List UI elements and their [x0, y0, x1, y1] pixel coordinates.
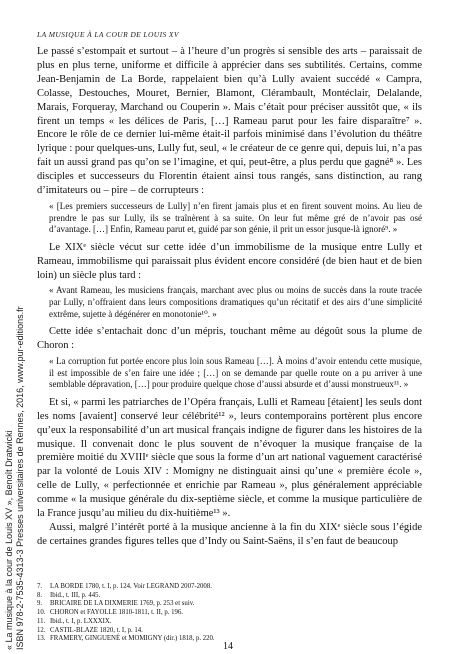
footnote-number: 10. — [37, 609, 46, 617]
page-number: 14 — [223, 641, 233, 652]
paragraph: Aussi, malgré l’intérêt porté à la musique ancienne à la fin du XIXᵉ siècle sous l’égide de certaines grandes figures telles que d’Indy ou Saint-Saëns, il s’en faut de beaucoup — [37, 522, 422, 547]
footnote-text: LA BORDE 1780, t. I, p. 124. Voir LEGRAND 2007-2008. — [50, 583, 212, 590]
footnote — [37, 627, 417, 636]
block-quote: « La corruption fut portée encore plus loin sous Rameau […]. À moins d’avoir entendu cette musique, il est impossible de s’en faire une idée ; […] on se demande par quelle route on a pu arriver à une semblable dépravation, […] pour produire quelque chose d’aussi absurde et d’aussi monstrueux¹¹. » — [49, 356, 422, 390]
footnote — [37, 583, 417, 592]
footnote — [37, 592, 417, 601]
paragraph: Le XIXᵉ siècle vécut sur cette idée d’un immobilisme de la musique entre Lully et Rameau, immobilisme qui paraissait plus évident encore considéré (de bien haut et de bien loin) un siècle plus tard : — [37, 241, 422, 281]
footnote-number: 7. — [37, 583, 43, 590]
block-quote: « Avant Rameau, les musiciens français, marchant avec plus ou moins de succès dans la route tracée par Lully, n’offraient dans leurs compositions dramatiques qu’un récitatif et des airs d’une simplicité extrême, sujette à dégénérer en monotonie¹⁰. » — [49, 285, 422, 319]
paragraph: Et si, « parmi les patriarches de l’Opéra français, Lulli et Rameau [étaient] les seuls dont les noms [avaient] conservé leur célébrité¹² », leurs contemporains portèrent plus encore qu’eux la responsabilité d’un art musical français indigne de figurer dans les histoires de la musique. Il convenait donc le plus souvent de n’évoquer la musique française de la première moitié du XVIIIᵉ siècle que sous la forme d’un art national vaguement caractérisé par la volonté de Louis XIV : Momigny ne distinguait ainsi qu’une « première école », celle de Lully, « perfectionnée et enrichie par Rameau », plus généralement appréciable comme « la musique générale du dix-septième siècle, et comme la musique particulière de la France jusqu’au milieu du dix-huitième¹³ ». — [37, 396, 422, 520]
footnote-text: CASTIL-BLAZE 1820, t. I, p. 14. — [50, 626, 143, 634]
footnote-number: 12. — [37, 626, 46, 634]
side-note-line: « La musique à la cour de Louis XV », Benoît Dratwicki — [4, 430, 14, 650]
footnote-number: 13. — [37, 635, 46, 643]
body-text — [37, 45, 422, 549]
footnote — [37, 609, 417, 618]
footnote-text: BRICAIRE DE LA DIXMERIE 1769, p. 253 et suiv. — [50, 600, 195, 608]
paragraph: Cette idée s’entachait donc d’un mépris, touchant même au dégoût sous la plume de Choron : — [37, 326, 422, 352]
footnote-text: FRAMERY, GINGUENÉ et MOMIGNY (dir.) 1818, p. 220. — [50, 635, 215, 643]
publisher-side-note — [4, 10, 26, 650]
paragraph: Le passé s’estompait et surtout – à l’heure d’un progrès si sensible des arts – paraissait de plus en plus terne, uniforme et difficile à apprécier dans ses subtilités. Certains, comme Jean-Benjamin de La Borde, rappelaient bien qu’à Lully avaient succédé « Campra, Colasse, Destouches, Mouret, Bernier, Blamont, Clérambault, Montéclair, Delalande, Marais, Forqueray, Marchand ou Couperin ». Mais c’était pour préciser aussitôt que, « ils firent un temps « les délices de Paris, […] Rameau parut pour les faire disparaître⁷ ». Encore le rôle de ce dernier lui-même était-il parfois minimisé dans l’évolution du théâtre lyrique : pour quelques-uns, Lully fut, seul, « le créateur de ce genre qui, depuis lui, n’a pas fait un aussi grand pas qu’on se l’imagine, et qui, peut-être, a plus perdu que gagné⁸ ». Les disciples et successeurs du Florentin étaient ainsi tous rangés, sans distinction, au rang d’imitateurs ou – pire – de corrupteurs : — [37, 46, 422, 197]
footnote-text: Ibid., t. III, p. 445. — [50, 591, 101, 599]
footnote-number: 9. — [37, 600, 43, 608]
side-note-line: ISBN 978-2-7535-4313-3 Presses universitaires de Rennes, 2016, www.pur-editions.fr — [15, 306, 25, 650]
footnotes — [37, 583, 417, 644]
footnote-number: 11. — [37, 617, 46, 625]
footnote-text: CHORON et FAYOLLE 1810-1811, t. II, p. 196. — [50, 609, 184, 617]
footnote-text: Ibid., t. I, p. LXXXIX. — [50, 617, 112, 625]
footnote — [37, 618, 417, 627]
block-quote: « [Les premiers successeurs de Lully] n’en firent jamais plus et en firent souvent moins. Au lieu de prendre le pas sur Lully, ils se traînèrent à sa suite. On leur fut même gré de n’avoir pas osé d’avantage. […] Enfin, Rameau parut et, guidé par son génie, il prit un essor jusque-là ignoré⁹. » — [49, 200, 422, 235]
running-head: LA MUSIQUE À LA COUR DE LOUIS XV — [37, 30, 179, 39]
footnote — [37, 600, 417, 609]
footnote-number: 8. — [37, 591, 43, 599]
